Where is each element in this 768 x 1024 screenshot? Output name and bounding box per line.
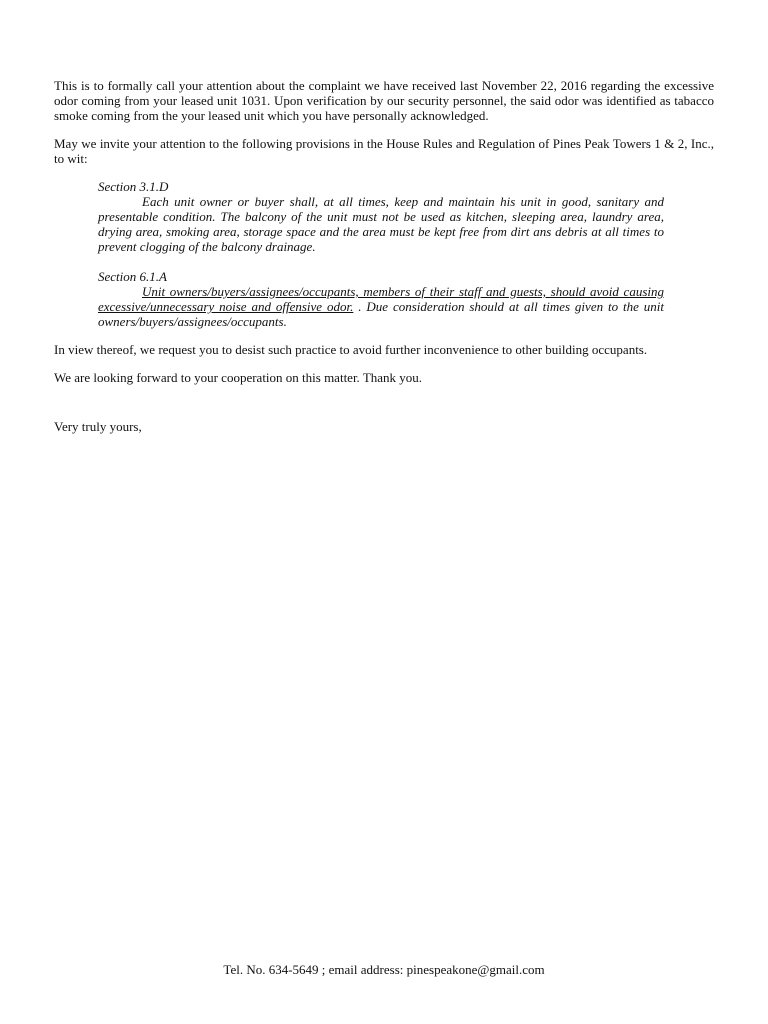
paragraph-provisions-intro: May we invite your attention to the following provisions in the House Rules and Regulation of Pines Peak Towers 1 & 2, Inc., to wit: (54, 136, 714, 166)
paragraph-complaint: This is to formally call your attention about the complaint we have received last November 22, 2016 regarding the excessive odor coming from your leased unit 1031. Upon verification by our security personnel, the said odor was identified as tabacco smoke coming from the your leased unit which you have personally acknowledged. (54, 78, 714, 123)
section-6-1-a-heading: Section 6.1.A (98, 269, 167, 284)
section-6-1-a-rest-text: . Due consideration should at all times given to the unit owners/buyers/assignees/occupants. (98, 299, 665, 329)
footer-contact: Tel. No. 634-5649 ; email address: pinespeakone@gmail.com (223, 962, 545, 977)
paragraph-request: In view thereof, we request you to desist such practice to avoid further inconvenience to other building occupants. (54, 342, 648, 357)
closing: Very truly yours, (54, 419, 142, 434)
section-6-1-a-body (98, 284, 664, 329)
section-3-1-d (98, 179, 664, 254)
section-3-1-d-heading: Section 3.1.D (98, 179, 169, 194)
section-6-1-a-underlined-text: Unit owners/buyers/assignees/occupants, members of their staff and guests, should avoid causing excessive/unnecessary noise and offensive odor. (98, 284, 664, 314)
section-6-1-a (98, 269, 664, 329)
letter-body (54, 78, 714, 434)
section-3-1-d-body: Each unit owner or buyer shall, at all times, keep and maintain his unit in good, sanitary and presentable condition. The balcony of the unit must not be used as kitchen, sleeping area, laundry area, drying area, smoking area, storage space and the area must be kept free from dirt ans debris at all times to prevent clogging of the balcony drainage. (98, 194, 664, 254)
paragraph-thanks: We are looking forward to your cooperation on this matter. Thank you. (54, 370, 423, 385)
